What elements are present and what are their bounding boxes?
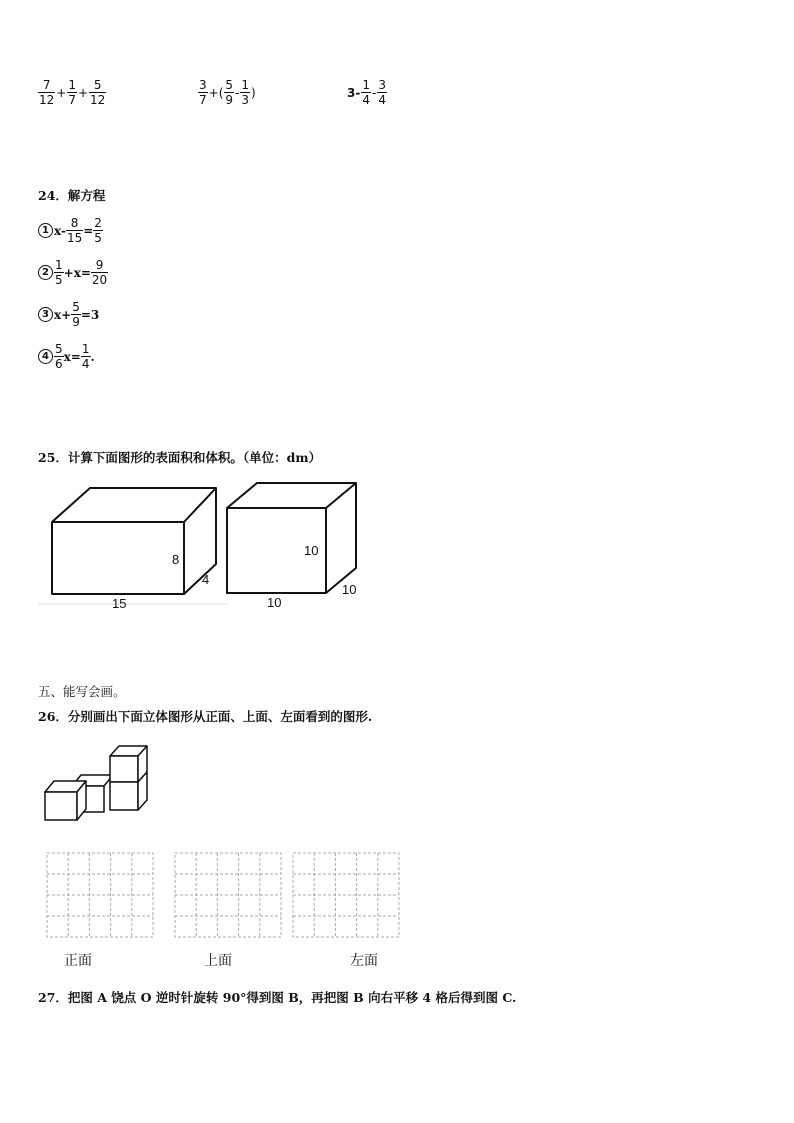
fraction: $\frac{5}{6}$ <box>55 342 63 371</box>
front-view-grid[interactable] <box>46 852 156 940</box>
equation-2: 2 $\frac{1}{5}$ +x= $\frac{9}{20}$ <box>38 258 108 287</box>
top-view-label: 上面 <box>204 953 232 969</box>
equation-4: 4 $\frac{5}{6}$ x= $\frac{1}{4}$ . <box>38 342 95 371</box>
fraction: $\frac{1}{4}$ <box>362 78 370 107</box>
cuboid-height-label: 8 <box>172 552 180 567</box>
equation-1: 1 x- $\frac{8}{15}$ = $\frac{2}{5}$ <box>38 216 103 245</box>
cube-figure <box>222 478 362 603</box>
cuboid-figure <box>38 478 228 613</box>
question-27-title: 27．把图 A 饶点 O 逆时针旋转 90°得到图 B，再把图 B 向右平移 4 格后得到图 C. <box>38 990 517 1005</box>
fraction: $\frac{8}{15}$ <box>66 216 83 245</box>
fraction: $\frac{5}{9}$ <box>225 78 234 107</box>
fraction: $\frac{1}{7}$ <box>68 78 76 107</box>
question-26-title: 26．分别画出下面立体图形从正面、上面、左面看到的图形. <box>38 709 373 724</box>
cube-stack-figure <box>40 742 155 824</box>
cube-length-label: 10 <box>267 595 282 610</box>
cuboid-length-label: 15 <box>112 596 127 611</box>
fraction: $\frac{1}{4}$ <box>81 342 90 371</box>
expression-2: $\frac{3}{7}$ +( $\frac{5}{9}$ - $\frac{1}{3}$ ) <box>199 78 256 107</box>
fraction: $\frac{5}{9}$ <box>72 300 80 329</box>
top-view-grid[interactable] <box>174 852 284 940</box>
cuboid-width-label: 4 <box>202 572 210 587</box>
fraction: $\frac{1}{5}$ <box>55 258 63 287</box>
front-view-label: 正面 <box>64 953 92 969</box>
cube-width-label: 10 <box>342 582 357 597</box>
circled-number-4: 4 <box>38 349 53 364</box>
fraction: $\frac{7}{12}$ <box>39 78 55 107</box>
question-24-title: 24．解方程 <box>38 188 106 203</box>
expression-1: $\frac{7}{12}$ + $\frac{1}{7}$ + $\frac{5}{12}$ <box>39 78 106 107</box>
left-view-label: 左面 <box>350 953 378 969</box>
cube-height-label: 10 <box>304 543 319 558</box>
fraction: $\frac{3}{7}$ <box>199 78 207 107</box>
fraction: $\frac{2}{5}$ <box>94 216 102 245</box>
fraction: $\frac{5}{12}$ <box>90 78 106 107</box>
circled-number-2: 2 <box>38 265 53 280</box>
circled-number-1: 1 <box>38 223 53 238</box>
circled-number-3: 3 <box>38 307 53 322</box>
fraction: $\frac{1}{3}$ <box>241 78 250 107</box>
left-view-grid[interactable] <box>292 852 402 940</box>
expression-3: 3- $\frac{1}{4}$ - $\frac{3}{4}$ <box>347 78 386 107</box>
question-25-title: 25．计算下面图形的表面积和体积。（单位：dm） <box>38 450 322 465</box>
fraction: $\frac{3}{4}$ <box>378 78 386 107</box>
equation-3: 3 x+ $\frac{5}{9}$ =3 <box>38 300 99 329</box>
fraction: $\frac{9}{20}$ <box>91 258 108 287</box>
section-5-title: 五、能写会画。 <box>38 684 126 699</box>
